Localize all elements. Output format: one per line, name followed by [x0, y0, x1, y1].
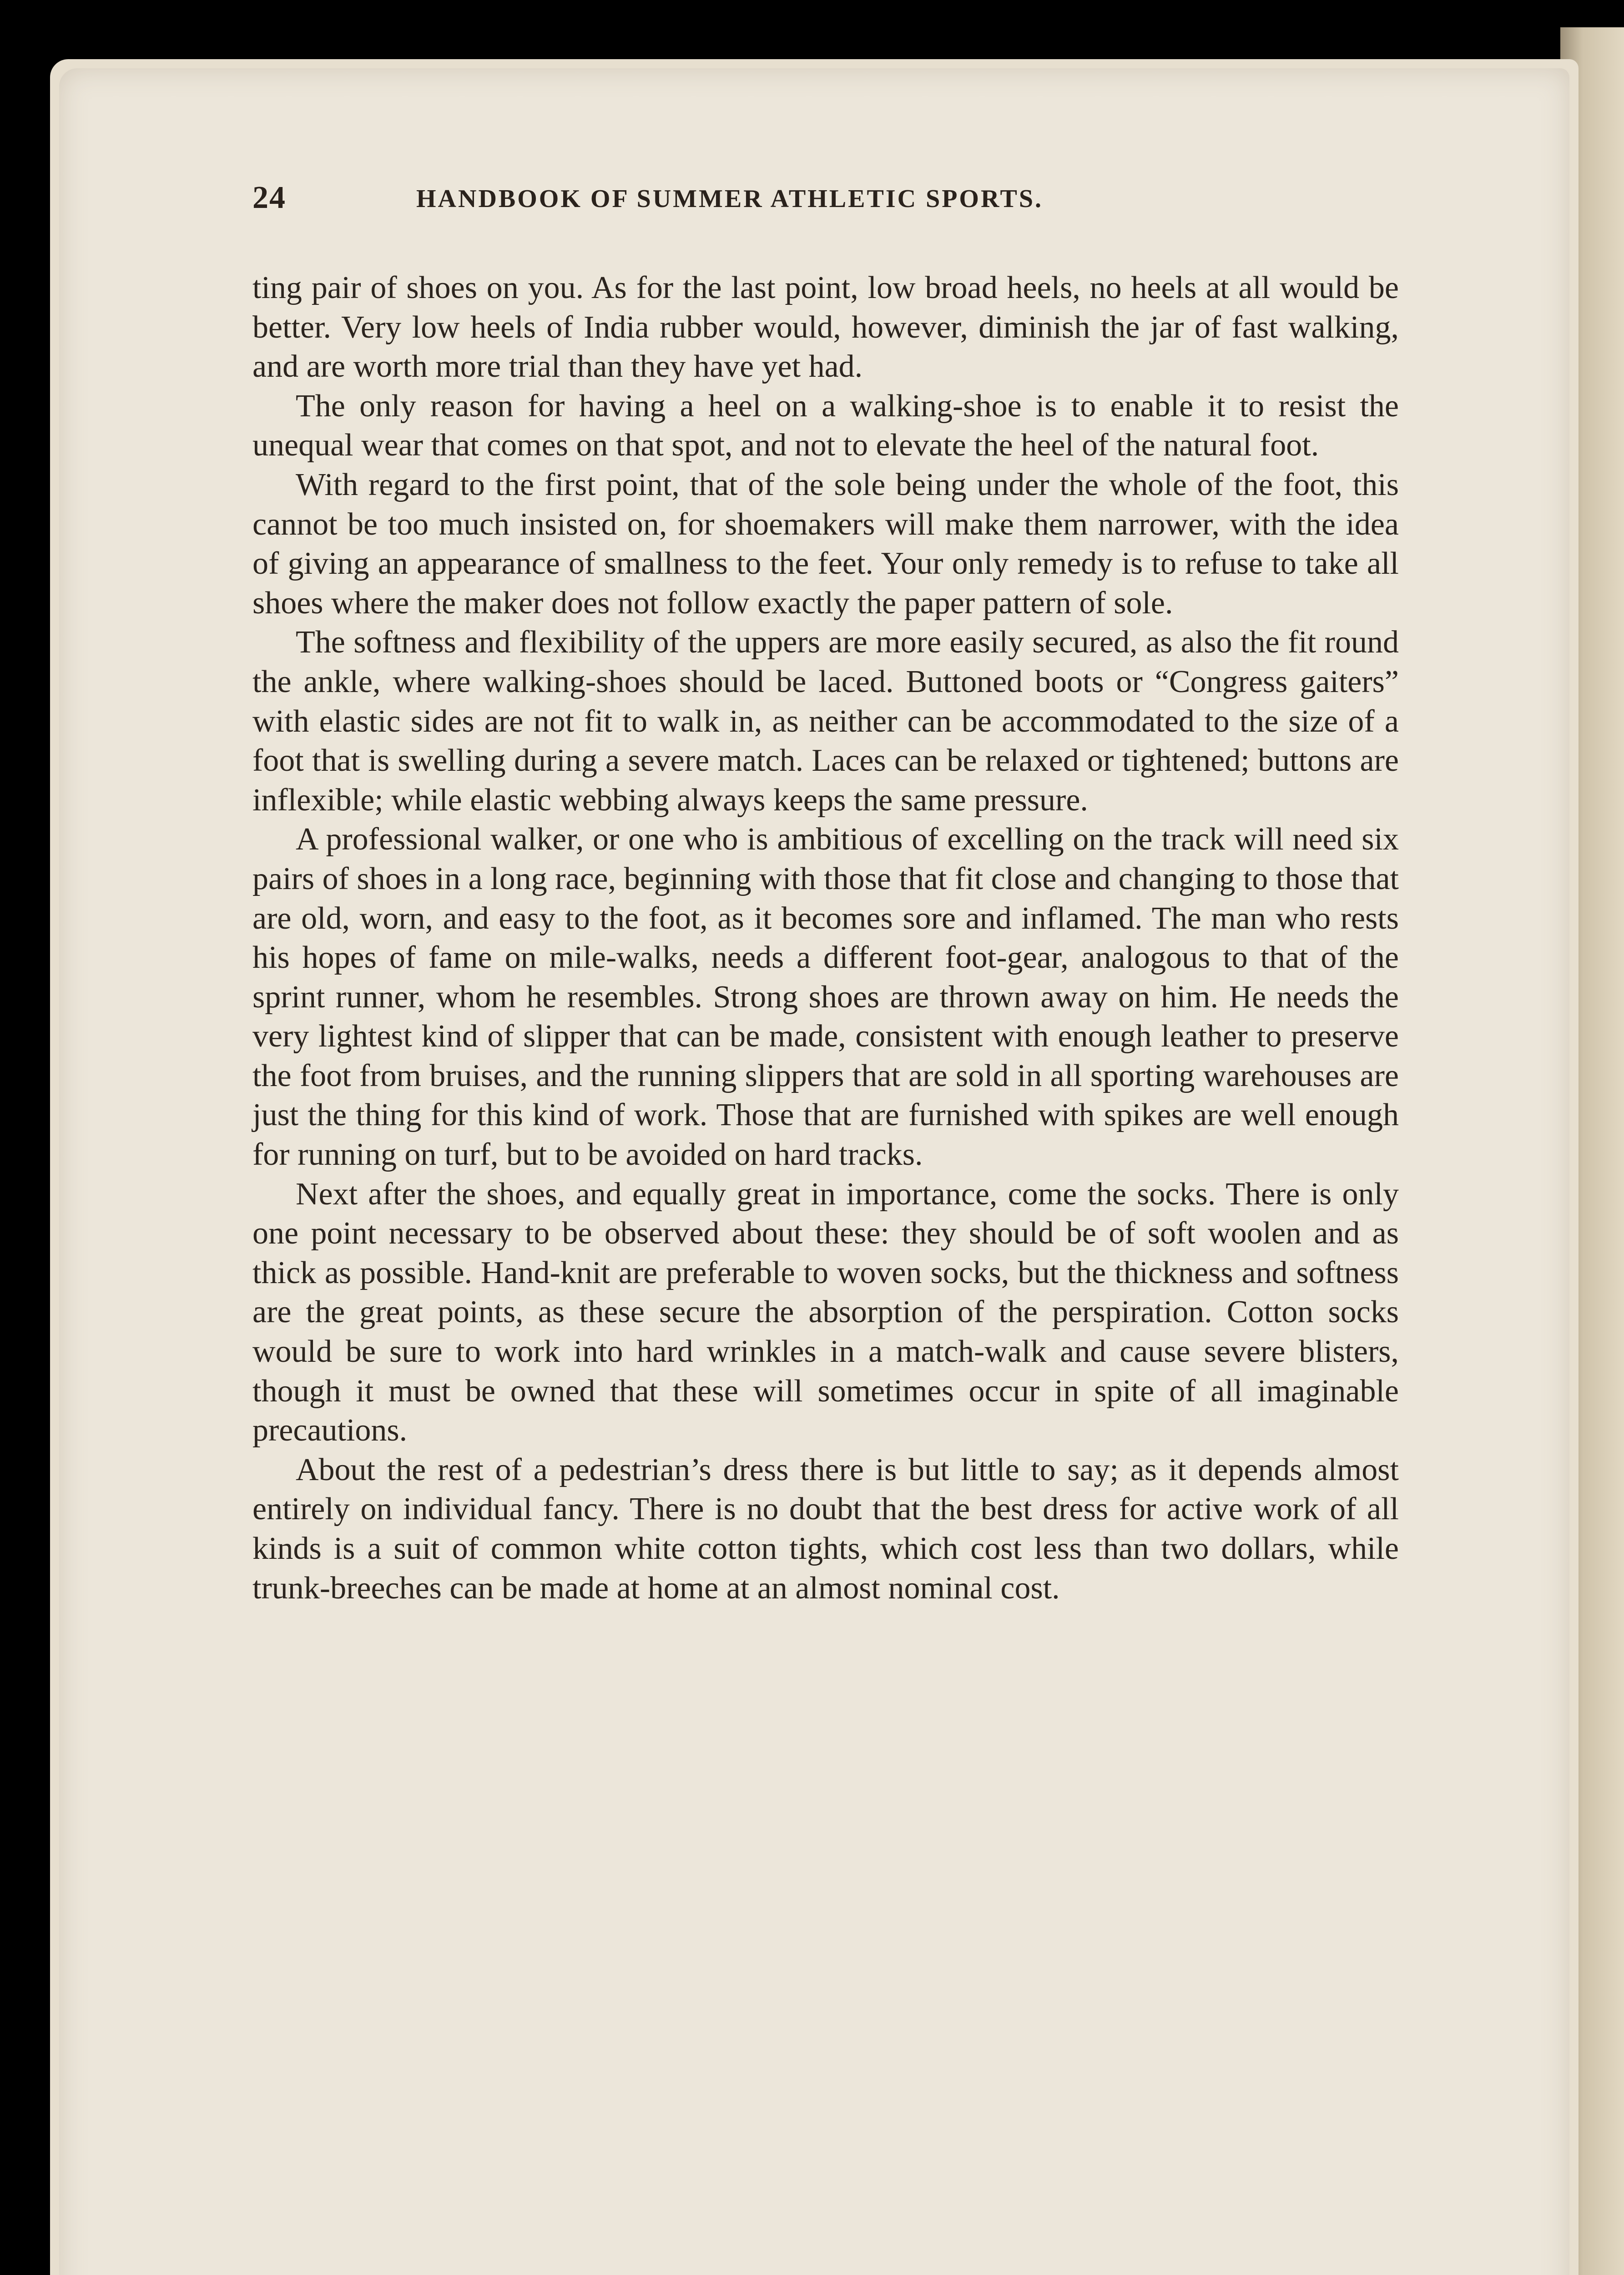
paragraph: About the rest of a pedestrian’s dress there is but little to say; as it depends almost entirely on individual fancy. There is no doubt that the best dress for active work of all kinds is a suit of common white cotton tights, which cost less than two dollars, while trunk-breeches can be made at home at an almost nominal cost.	[252, 1452, 1399, 1606]
paragraph: Next after the shoes, and equally great in importance, come the socks. There is only one point necessary to be observed about these: they should be of soft woolen and as thick as possible. Hand-knit are preferable to woven socks, but the thickness and softness are the great points, as these secure the absorption of the perspiration. Cotton socks would be sure to work into hard wrinkles in a match-walk and cause severe blisters, though it must be owned that these will sometimes occur in spite of all imaginable precautions.	[252, 1176, 1399, 1448]
paragraph: ting pair of shoes on you. As for the last point, low broad heels, no heels at all would be better. Very low heels of India rubber would, however, diminish the jar of fast walking, and are worth more trial than they have yet had.	[252, 270, 1399, 384]
paragraph: A professional walker, or one who is ambitious of excelling on the track will need six pairs of shoes in a long race, beginning with those that fit close and changing to those that are old, worn, and easy to the foot, as it becomes sore and inflamed. The man who rests his hopes of fame on mile-walks, needs a different foot-gear, analogous to that of the sprint runner, whom he resembles. Strong shoes are thrown away on him. He needs the very lightest kind of slipper that can be made, consistent with enough leather to preserve the foot from bruises, and the running slippers that are sold in all sporting warehouses are just the thing for this kind of work. Those that are furnished with spikes are well enough for running on turf, but to be avoided on hard tracks.	[252, 822, 1399, 1173]
page-header	[252, 180, 1401, 221]
page-number: 24	[252, 180, 286, 215]
paragraph: The only reason for having a heel on a walking-shoe is to enable it to resist the unequal wear that comes on that spot, and not to elevate the heel of the natural foot.	[252, 388, 1399, 463]
paragraph: With regard to the first point, that of the sole being under the whole of the foot, this cannot be too much insisted on, for shoemakers will make them narrower, with the idea of giving an appearance of smallness to the feet. Your only remedy is to refuse to take all shoes where the maker does not follow exactly the paper pattern of sole.	[252, 467, 1399, 621]
paragraph: The softness and flexibility of the uppers are more easily secured, as also the fit round the ankle, where walking-shoes should be laced. Buttoned boots or “Congress gaiters” with elastic sides are not fit to walk in, as neither can be accommodated to the size of a foot that is swelling during a severe match. Laces can be relaxed or tightened; buttons are inflexible; while elastic webbing always keeps the same pressure.	[252, 625, 1399, 818]
running-head: HANDBOOK OF SUMMER ATHLETIC SPORTS.	[416, 185, 1043, 213]
page-body	[252, 268, 1399, 1608]
